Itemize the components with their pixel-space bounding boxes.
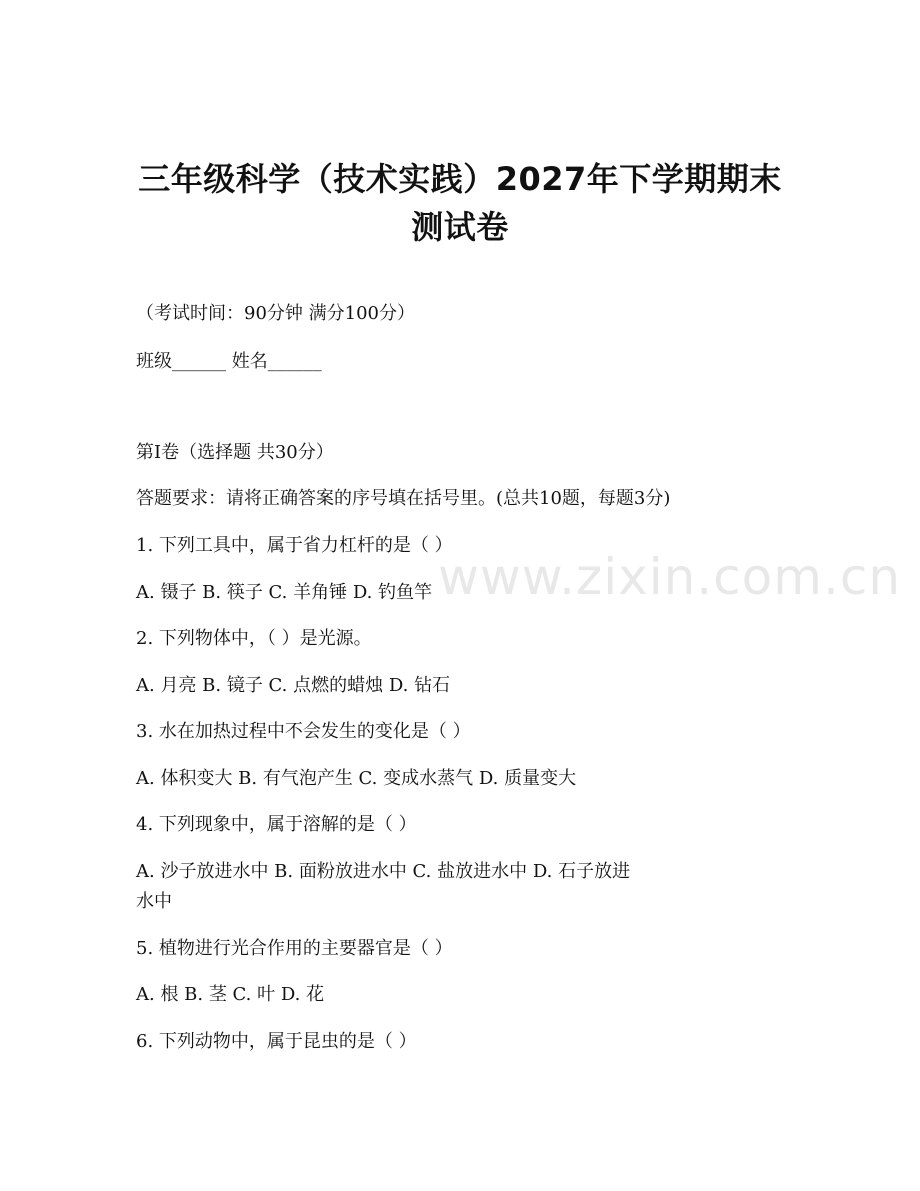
question-4: 4. 下列现象中，属于溶解的是（ ） [136,814,417,835]
question-6: 6. 下列动物中，属于昆虫的是（ ） [136,1031,417,1052]
question-1: 1. 下列工具中，属于省力杠杆的是（ ） [136,535,453,556]
watermark: www.zixin.com.cn [438,548,902,606]
question-3: 3. 水在加热过程中不会发生的变化是（ ） [136,721,471,742]
title-line-2: 测试卷 [411,208,509,246]
section-heading: 第Ⅰ卷（选择题 共30分） [136,442,334,463]
question-5: 5. 植物进行光合作用的主要器官是（ ） [136,938,453,959]
question-1-options: A. 镊子 B. 筷子 C. 羊角锤 D. 钓鱼竿 [136,582,433,603]
class-name-line: 班级______ 姓名______ [136,351,322,372]
title-line-1: 三年级科学（技术实践）2027年下学期期末 [138,160,782,198]
exam-info: （考试时间：90分钟 满分100分） [136,303,415,324]
question-4-options: A. 沙子放进水中 B. 面粉放进水中 C. 盐放进水中 D. 石子放进 [136,861,631,882]
question-5-options: A. 根 B. 茎 C. 叶 D. 花 [136,984,325,1005]
question-4-options-continued: 水中 [136,891,172,912]
instructions: 答题要求：请将正确答案的序号填在括号里。(总共10题，每题3分) [136,488,671,509]
question-3-options: A. 体积变大 B. 有气泡产生 C. 变成水蒸气 D. 质量变大 [136,768,577,789]
question-2: 2. 下列物体中，（ ）是光源。 [136,628,372,649]
question-2-options: A. 月亮 B. 镜子 C. 点燃的蜡烛 D. 钻石 [136,675,451,696]
